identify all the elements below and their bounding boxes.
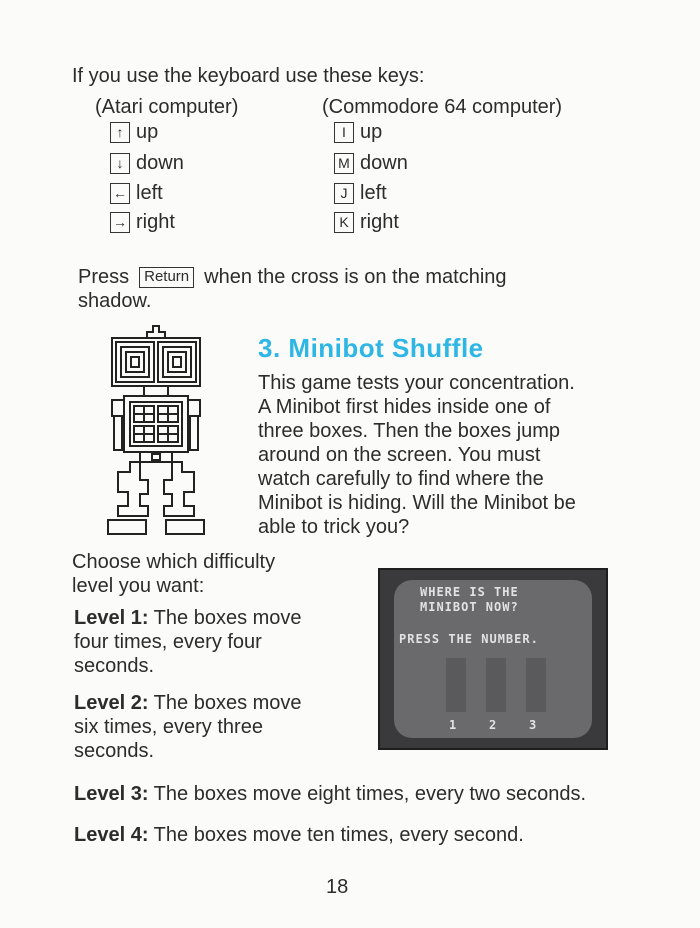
atari-key-down <box>110 150 184 176</box>
key-k-icon: K <box>334 212 354 233</box>
commodore-key-left <box>334 180 387 206</box>
description-line: around on the screen. You must <box>258 444 541 466</box>
keyboard-intro: If you use the keyboard use these keys: <box>72 65 425 87</box>
key-label: down <box>136 151 184 174</box>
difficulty-intro-line: Choose which difficulty <box>72 551 276 573</box>
level-1 <box>74 606 302 678</box>
description-line: able to trick you? <box>258 516 410 538</box>
key-label: right <box>136 210 175 233</box>
description-line: Minibot is hiding. Will the Minibot be <box>258 492 576 514</box>
level-text: The boxes move <box>148 607 302 629</box>
arrow-down-icon: ↓ <box>110 153 130 174</box>
arrow-right-icon: → <box>110 212 130 233</box>
level-title: Level 4: <box>74 824 149 846</box>
press-word: Press <box>78 266 130 288</box>
screen-display <box>394 580 592 738</box>
level-text: The boxes move <box>148 692 302 714</box>
difficulty-intro <box>72 550 275 598</box>
screen-line-3: PRESS THE NUMBER. <box>399 632 539 646</box>
box-shadow <box>526 658 546 712</box>
key-label: up <box>136 120 159 143</box>
description-line: watch carefully to find where the <box>258 468 544 490</box>
key-i-icon: I <box>334 122 354 143</box>
commodore-key-right <box>334 209 399 235</box>
key-label: up <box>360 120 383 143</box>
page-number: 18 <box>326 876 349 898</box>
key-label: left <box>360 181 387 204</box>
atari-key-left <box>110 180 163 206</box>
key-j-icon: J <box>334 183 354 204</box>
section-description <box>258 371 638 539</box>
press-line2: shadow. <box>78 290 152 312</box>
level-title: Level 3: <box>74 783 149 805</box>
description-line: A Minibot first hides inside one of <box>258 396 551 418</box>
key-label: left <box>136 181 163 204</box>
arrow-up-icon: ↑ <box>110 122 130 143</box>
atari-key-right <box>110 209 175 235</box>
key-m-icon: M <box>334 153 354 174</box>
box-shadow <box>446 658 466 712</box>
level-3 <box>74 782 586 806</box>
return-key-icon: Return <box>139 267 194 288</box>
atari-heading: (Atari computer) <box>95 96 239 118</box>
description-line: three boxes. Then the boxes jump <box>258 420 561 442</box>
atari-key-up <box>110 119 158 145</box>
screen-number-2: 2 <box>489 718 498 732</box>
difficulty-intro-line: level you want: <box>72 575 205 597</box>
level-title: Level 1: <box>74 607 149 629</box>
level-4 <box>74 823 524 847</box>
level-text: seconds. <box>74 655 155 677</box>
level-2 <box>74 691 302 763</box>
box-shadow <box>486 658 506 712</box>
level-text: six times, every three <box>74 716 263 738</box>
commodore-key-up <box>334 119 382 145</box>
screen-line-1: WHERE IS THE <box>420 585 519 599</box>
commodore-key-down <box>334 150 408 176</box>
screen-number-1: 1 <box>449 718 458 732</box>
key-label: down <box>360 151 408 174</box>
screen-number-3: 3 <box>529 718 538 732</box>
level-title: Level 2: <box>74 692 149 714</box>
game-screenshot <box>378 568 608 750</box>
arrow-left-icon: ← <box>110 183 130 204</box>
section-title: 3. Minibot Shuffle <box>258 333 484 363</box>
commodore-heading: (Commodore 64 computer) <box>322 96 563 118</box>
level-text: seconds. <box>74 740 155 762</box>
level-text: The boxes move ten times, every second. <box>148 824 524 846</box>
key-label: right <box>360 210 399 233</box>
screen-line-2: MINIBOT NOW? <box>420 600 519 614</box>
minibot-robot-icon <box>104 324 208 538</box>
description-line: This game tests your concentration. <box>258 372 575 394</box>
level-text: The boxes move eight times, every two seconds. <box>148 783 587 805</box>
level-text: four times, every four <box>74 631 262 653</box>
press-rest: when the cross is on the matching <box>204 266 507 288</box>
press-return-line <box>78 265 507 289</box>
